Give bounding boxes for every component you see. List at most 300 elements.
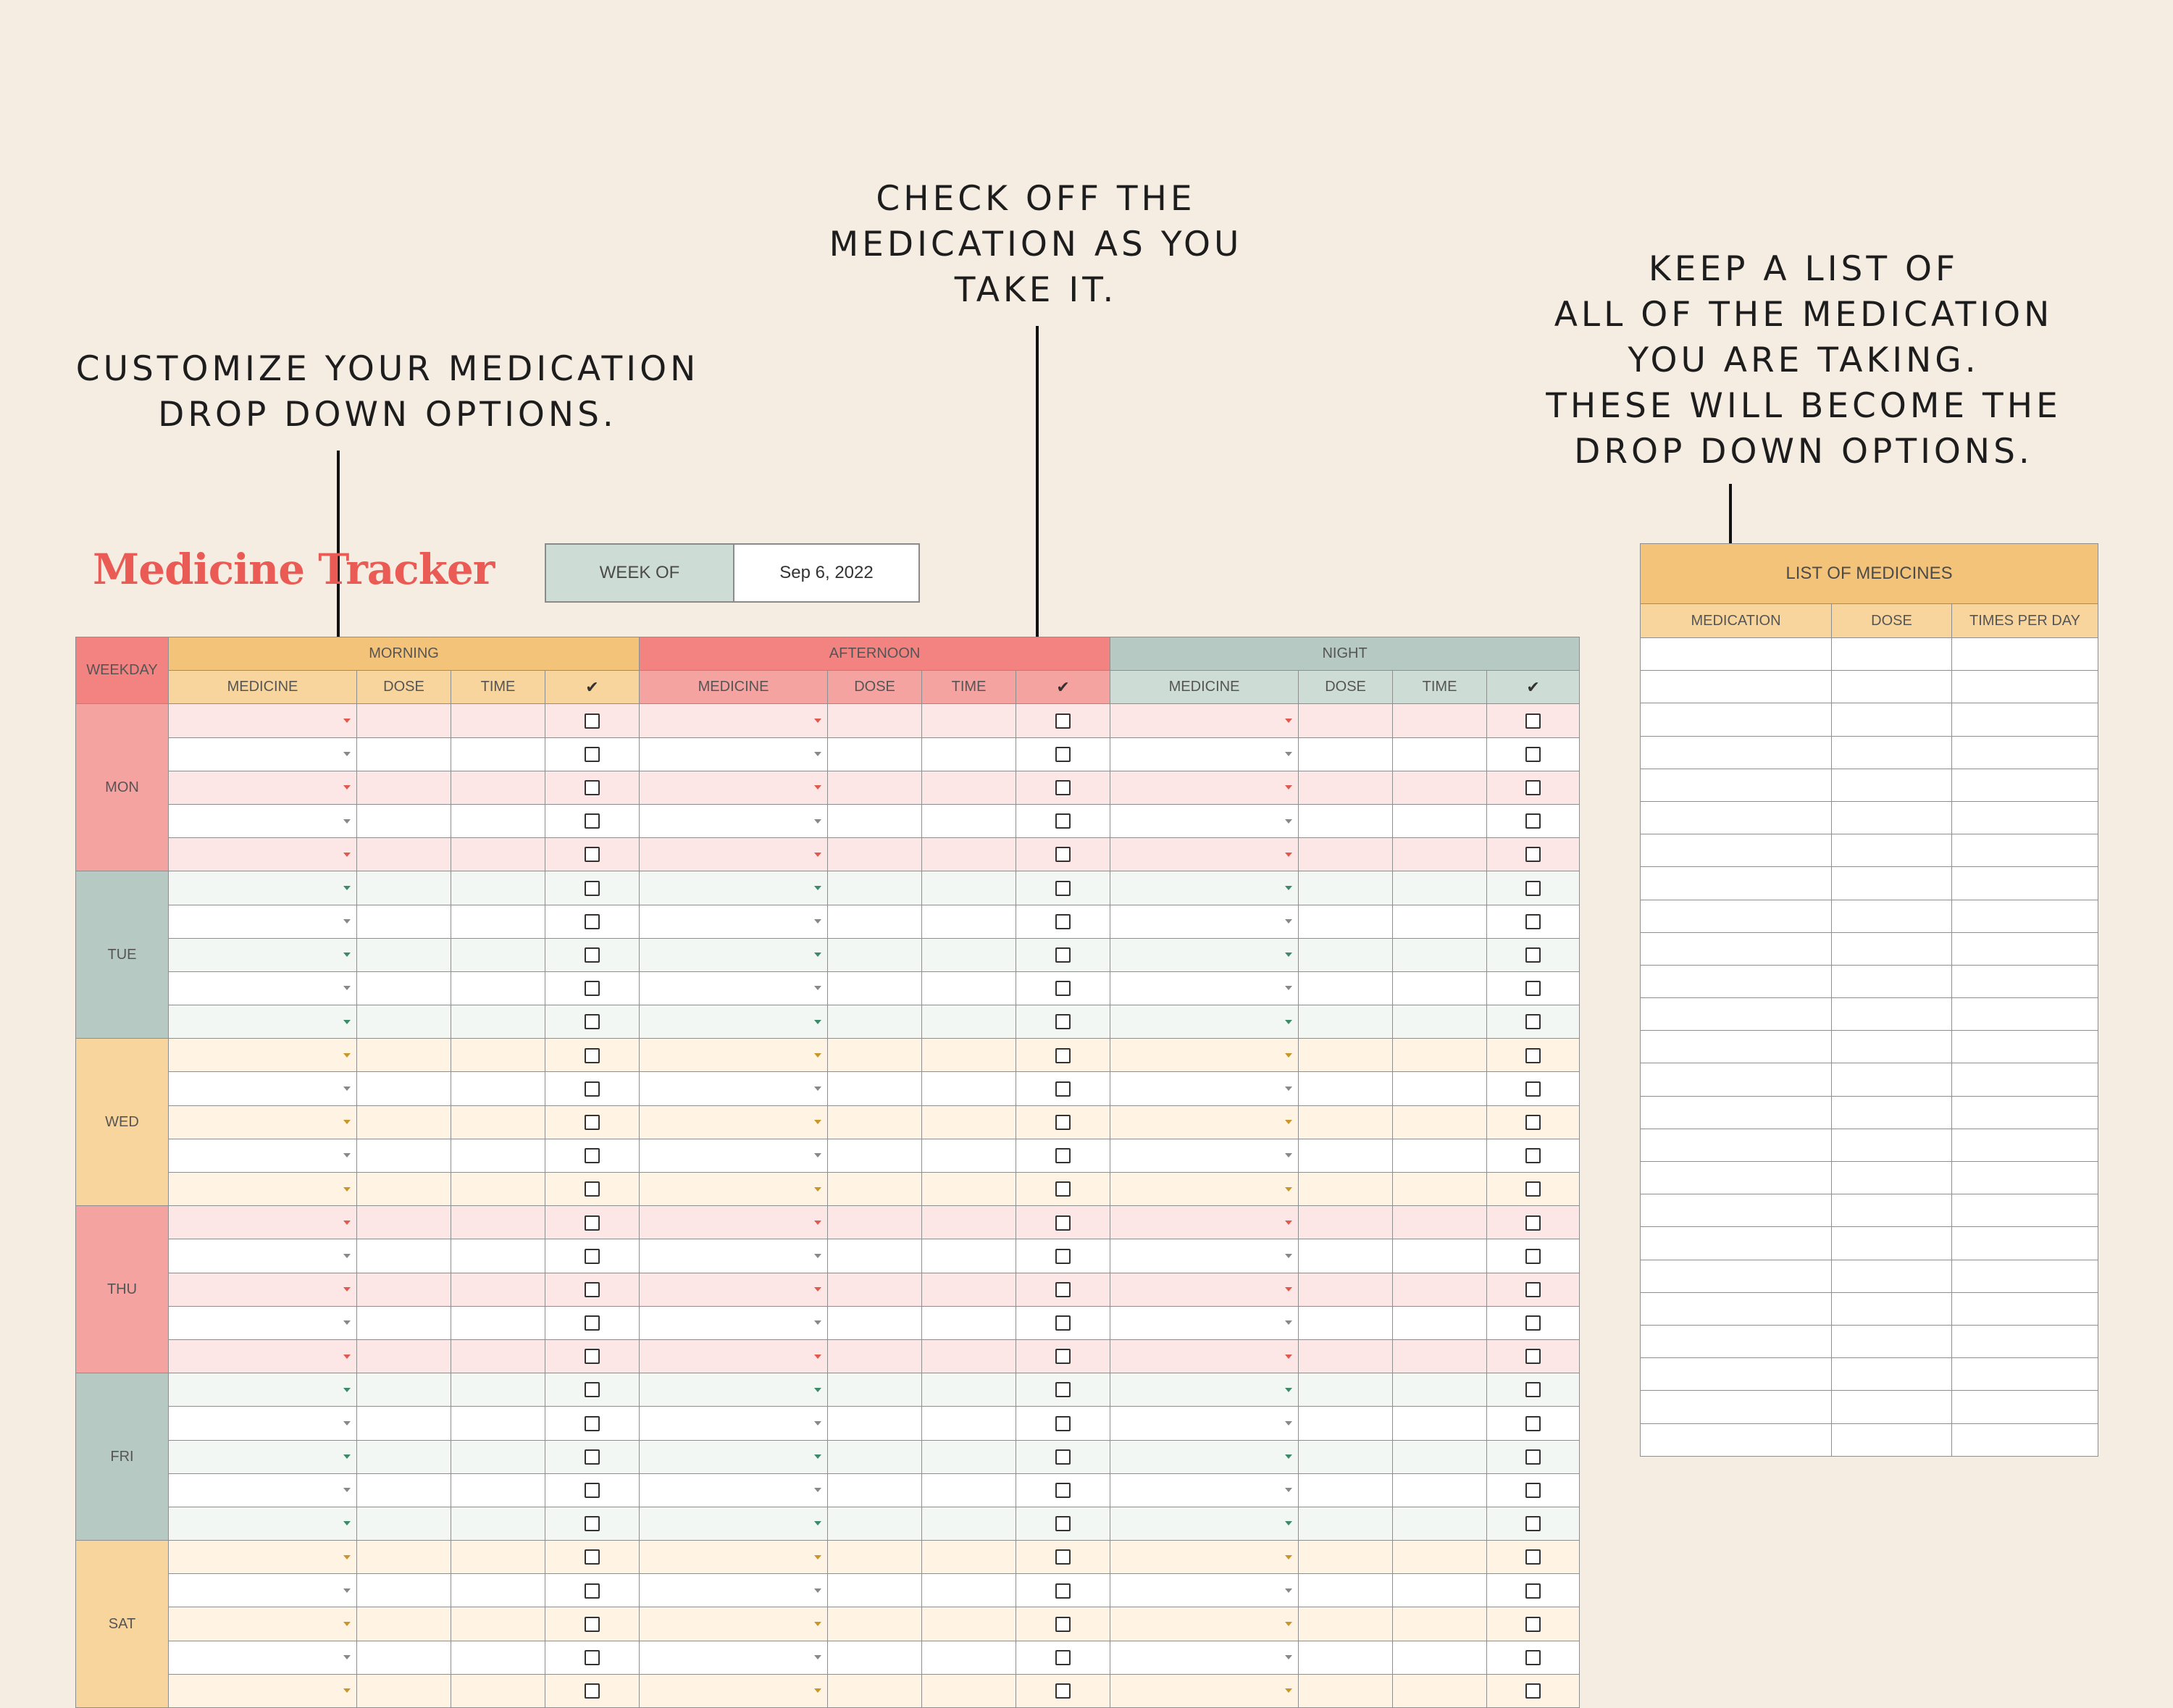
medicine-list-medication-cell[interactable] <box>1641 1358 1832 1391</box>
morning-medicine-dropdown[interactable] <box>169 1072 357 1105</box>
afternoon-dose-cell[interactable] <box>828 938 922 971</box>
medicine-list-medication-cell[interactable] <box>1641 867 1832 900</box>
night-time-cell[interactable] <box>1393 1641 1487 1674</box>
morning-dose-cell[interactable] <box>357 704 451 737</box>
taken-checkbox[interactable] <box>1525 1382 1541 1397</box>
morning-medicine-dropdown[interactable] <box>169 1607 357 1641</box>
taken-checkbox[interactable] <box>1525 1315 1541 1331</box>
afternoon-medicine-dropdown[interactable] <box>640 804 828 837</box>
taken-checkbox[interactable] <box>585 1349 600 1364</box>
morning-time-cell[interactable] <box>451 1574 545 1607</box>
night-time-cell[interactable] <box>1393 1239 1487 1273</box>
morning-medicine-dropdown[interactable] <box>169 1306 357 1339</box>
afternoon-medicine-dropdown[interactable] <box>640 1373 828 1407</box>
night-time-cell[interactable] <box>1393 905 1487 938</box>
night-dose-cell[interactable] <box>1299 1607 1393 1641</box>
medicine-list-medication-cell[interactable] <box>1641 998 1832 1031</box>
taken-checkbox[interactable] <box>1525 1416 1541 1431</box>
medicine-list-medication-cell[interactable] <box>1641 801 1832 834</box>
afternoon-time-cell[interactable] <box>922 1005 1016 1039</box>
taken-checkbox[interactable] <box>1525 1115 1541 1130</box>
morning-time-cell[interactable] <box>451 1440 545 1473</box>
taken-checkbox[interactable] <box>1525 1516 1541 1531</box>
night-medicine-dropdown[interactable] <box>1110 1306 1299 1339</box>
afternoon-medicine-dropdown[interactable] <box>640 1273 828 1306</box>
afternoon-medicine-dropdown[interactable] <box>640 838 828 871</box>
taken-checkbox[interactable] <box>1055 1014 1071 1029</box>
night-time-cell[interactable] <box>1393 737 1487 771</box>
morning-dose-cell[interactable] <box>357 938 451 971</box>
morning-medicine-dropdown[interactable] <box>169 1473 357 1507</box>
medicine-list-medication-cell[interactable] <box>1641 1031 1832 1063</box>
morning-dose-cell[interactable] <box>357 905 451 938</box>
medicine-list-times-per-day-cell[interactable] <box>1952 867 2098 900</box>
night-medicine-dropdown[interactable] <box>1110 1607 1299 1641</box>
afternoon-dose-cell[interactable] <box>828 971 922 1005</box>
afternoon-dose-cell[interactable] <box>828 1206 922 1239</box>
night-dose-cell[interactable] <box>1299 1574 1393 1607</box>
night-medicine-dropdown[interactable] <box>1110 1005 1299 1039</box>
medicine-list-dose-cell[interactable] <box>1832 834 1952 867</box>
medicine-list-medication-cell[interactable] <box>1641 1292 1832 1325</box>
taken-checkbox[interactable] <box>585 747 600 762</box>
afternoon-medicine-dropdown[interactable] <box>640 1239 828 1273</box>
afternoon-dose-cell[interactable] <box>828 771 922 804</box>
medicine-list-medication-cell[interactable] <box>1641 769 1832 801</box>
taken-checkbox[interactable] <box>585 1181 600 1197</box>
taken-checkbox[interactable] <box>1525 1048 1541 1063</box>
night-dose-cell[interactable] <box>1299 1005 1393 1039</box>
morning-time-cell[interactable] <box>451 938 545 971</box>
morning-medicine-dropdown[interactable] <box>169 1674 357 1707</box>
morning-medicine-dropdown[interactable] <box>169 938 357 971</box>
taken-checkbox[interactable] <box>1055 1115 1071 1130</box>
night-time-cell[interactable] <box>1393 1105 1487 1139</box>
afternoon-dose-cell[interactable] <box>828 1473 922 1507</box>
night-medicine-dropdown[interactable] <box>1110 1507 1299 1540</box>
night-medicine-dropdown[interactable] <box>1110 1339 1299 1373</box>
night-dose-cell[interactable] <box>1299 1473 1393 1507</box>
afternoon-time-cell[interactable] <box>922 1173 1016 1206</box>
afternoon-medicine-dropdown[interactable] <box>640 1005 828 1039</box>
taken-checkbox[interactable] <box>585 1148 600 1163</box>
night-medicine-dropdown[interactable] <box>1110 1105 1299 1139</box>
morning-medicine-dropdown[interactable] <box>169 1574 357 1607</box>
taken-checkbox[interactable] <box>585 713 600 729</box>
morning-medicine-dropdown[interactable] <box>169 971 357 1005</box>
taken-checkbox[interactable] <box>1525 1215 1541 1231</box>
morning-dose-cell[interactable] <box>357 804 451 837</box>
night-dose-cell[interactable] <box>1299 1139 1393 1172</box>
afternoon-medicine-dropdown[interactable] <box>640 1139 828 1172</box>
morning-dose-cell[interactable] <box>357 838 451 871</box>
night-medicine-dropdown[interactable] <box>1110 737 1299 771</box>
night-time-cell[interactable] <box>1393 1440 1487 1473</box>
afternoon-time-cell[interactable] <box>922 838 1016 871</box>
medicine-list-times-per-day-cell[interactable] <box>1952 1162 2098 1194</box>
morning-time-cell[interactable] <box>451 905 545 938</box>
medicine-list-medication-cell[interactable] <box>1641 932 1832 965</box>
taken-checkbox[interactable] <box>585 1416 600 1431</box>
afternoon-time-cell[interactable] <box>922 1273 1016 1306</box>
night-dose-cell[interactable] <box>1299 1373 1393 1407</box>
taken-checkbox[interactable] <box>1055 1449 1071 1465</box>
taken-checkbox[interactable] <box>1525 713 1541 729</box>
night-dose-cell[interactable] <box>1299 1239 1393 1273</box>
afternoon-time-cell[interactable] <box>922 1206 1016 1239</box>
morning-medicine-dropdown[interactable] <box>169 871 357 905</box>
night-medicine-dropdown[interactable] <box>1110 1440 1299 1473</box>
morning-medicine-dropdown[interactable] <box>169 704 357 737</box>
night-time-cell[interactable] <box>1393 1072 1487 1105</box>
morning-dose-cell[interactable] <box>357 737 451 771</box>
morning-dose-cell[interactable] <box>357 971 451 1005</box>
night-medicine-dropdown[interactable] <box>1110 938 1299 971</box>
night-dose-cell[interactable] <box>1299 1674 1393 1707</box>
taken-checkbox[interactable] <box>585 1483 600 1498</box>
night-dose-cell[interactable] <box>1299 1306 1393 1339</box>
afternoon-medicine-dropdown[interactable] <box>640 771 828 804</box>
night-time-cell[interactable] <box>1393 1139 1487 1172</box>
night-medicine-dropdown[interactable] <box>1110 871 1299 905</box>
medicine-list-dose-cell[interactable] <box>1832 998 1952 1031</box>
night-medicine-dropdown[interactable] <box>1110 1173 1299 1206</box>
night-dose-cell[interactable] <box>1299 1105 1393 1139</box>
medicine-list-dose-cell[interactable] <box>1832 1096 1952 1129</box>
afternoon-medicine-dropdown[interactable] <box>640 1674 828 1707</box>
morning-time-cell[interactable] <box>451 1373 545 1407</box>
taken-checkbox[interactable] <box>585 947 600 963</box>
night-medicine-dropdown[interactable] <box>1110 1641 1299 1674</box>
medicine-list-dose-cell[interactable] <box>1832 1063 1952 1096</box>
night-dose-cell[interactable] <box>1299 737 1393 771</box>
morning-dose-cell[interactable] <box>357 1574 451 1607</box>
morning-dose-cell[interactable] <box>357 871 451 905</box>
morning-dose-cell[interactable] <box>357 1541 451 1574</box>
afternoon-dose-cell[interactable] <box>828 905 922 938</box>
taken-checkbox[interactable] <box>1055 1416 1071 1431</box>
taken-checkbox[interactable] <box>585 1215 600 1231</box>
night-medicine-dropdown[interactable] <box>1110 1273 1299 1306</box>
medicine-list-times-per-day-cell[interactable] <box>1952 1063 2098 1096</box>
taken-checkbox[interactable] <box>1525 1583 1541 1599</box>
morning-medicine-dropdown[interactable] <box>169 1541 357 1574</box>
taken-checkbox[interactable] <box>1055 1315 1071 1331</box>
night-time-cell[interactable] <box>1393 1541 1487 1574</box>
taken-checkbox[interactable] <box>585 1516 600 1531</box>
taken-checkbox[interactable] <box>585 1014 600 1029</box>
taken-checkbox[interactable] <box>585 1583 600 1599</box>
night-time-cell[interactable] <box>1393 771 1487 804</box>
taken-checkbox[interactable] <box>1525 1449 1541 1465</box>
morning-dose-cell[interactable] <box>357 1206 451 1239</box>
taken-checkbox[interactable] <box>585 1650 600 1665</box>
medicine-list-medication-cell[interactable] <box>1641 1227 1832 1260</box>
taken-checkbox[interactable] <box>1055 1583 1071 1599</box>
medicine-list-times-per-day-cell[interactable] <box>1952 801 2098 834</box>
night-dose-cell[interactable] <box>1299 871 1393 905</box>
morning-medicine-dropdown[interactable] <box>169 1273 357 1306</box>
afternoon-time-cell[interactable] <box>922 1039 1016 1072</box>
medicine-list-times-per-day-cell[interactable] <box>1952 1194 2098 1227</box>
medicine-list-times-per-day-cell[interactable] <box>1952 638 2098 671</box>
night-dose-cell[interactable] <box>1299 1507 1393 1540</box>
medicine-list-times-per-day-cell[interactable] <box>1952 671 2098 703</box>
night-medicine-dropdown[interactable] <box>1110 1473 1299 1507</box>
afternoon-time-cell[interactable] <box>922 1139 1016 1172</box>
afternoon-dose-cell[interactable] <box>828 1507 922 1540</box>
morning-medicine-dropdown[interactable] <box>169 1373 357 1407</box>
taken-checkbox[interactable] <box>585 881 600 896</box>
night-time-cell[interactable] <box>1393 1005 1487 1039</box>
afternoon-dose-cell[interactable] <box>828 1440 922 1473</box>
afternoon-medicine-dropdown[interactable] <box>640 1473 828 1507</box>
taken-checkbox[interactable] <box>1055 1516 1071 1531</box>
afternoon-time-cell[interactable] <box>922 1339 1016 1373</box>
taken-checkbox[interactable] <box>1055 1215 1071 1231</box>
afternoon-time-cell[interactable] <box>922 804 1016 837</box>
night-dose-cell[interactable] <box>1299 1039 1393 1072</box>
afternoon-dose-cell[interactable] <box>828 1306 922 1339</box>
taken-checkbox[interactable] <box>1525 947 1541 963</box>
medicine-list-dose-cell[interactable] <box>1832 965 1952 997</box>
night-time-cell[interactable] <box>1393 804 1487 837</box>
taken-checkbox[interactable] <box>1525 847 1541 862</box>
afternoon-time-cell[interactable] <box>922 1607 1016 1641</box>
night-dose-cell[interactable] <box>1299 1206 1393 1239</box>
taken-checkbox[interactable] <box>1525 1181 1541 1197</box>
night-medicine-dropdown[interactable] <box>1110 1206 1299 1239</box>
night-dose-cell[interactable] <box>1299 1440 1393 1473</box>
afternoon-time-cell[interactable] <box>922 1072 1016 1105</box>
taken-checkbox[interactable] <box>1525 1081 1541 1097</box>
afternoon-medicine-dropdown[interactable] <box>640 1641 828 1674</box>
medicine-list-medication-cell[interactable] <box>1641 703 1832 736</box>
afternoon-time-cell[interactable] <box>922 1507 1016 1540</box>
medicine-list-dose-cell[interactable] <box>1832 801 1952 834</box>
taken-checkbox[interactable] <box>1055 847 1071 862</box>
afternoon-time-cell[interactable] <box>922 1306 1016 1339</box>
morning-medicine-dropdown[interactable] <box>169 1507 357 1540</box>
afternoon-medicine-dropdown[interactable] <box>640 871 828 905</box>
afternoon-dose-cell[interactable] <box>828 1574 922 1607</box>
night-time-cell[interactable] <box>1393 1173 1487 1206</box>
taken-checkbox[interactable] <box>1055 914 1071 929</box>
night-time-cell[interactable] <box>1393 1339 1487 1373</box>
night-dose-cell[interactable] <box>1299 971 1393 1005</box>
morning-dose-cell[interactable] <box>357 1072 451 1105</box>
taken-checkbox[interactable] <box>1525 1249 1541 1264</box>
medicine-list-times-per-day-cell[interactable] <box>1952 1227 2098 1260</box>
night-time-cell[interactable] <box>1393 1306 1487 1339</box>
medicine-list-times-per-day-cell[interactable] <box>1952 736 2098 769</box>
night-medicine-dropdown[interactable] <box>1110 1373 1299 1407</box>
night-medicine-dropdown[interactable] <box>1110 1072 1299 1105</box>
afternoon-medicine-dropdown[interactable] <box>640 1440 828 1473</box>
afternoon-medicine-dropdown[interactable] <box>640 1574 828 1607</box>
afternoon-medicine-dropdown[interactable] <box>640 1306 828 1339</box>
medicine-list-times-per-day-cell[interactable] <box>1952 1031 2098 1063</box>
medicine-list-times-per-day-cell[interactable] <box>1952 1129 2098 1161</box>
taken-checkbox[interactable] <box>585 1315 600 1331</box>
morning-time-cell[interactable] <box>451 1674 545 1707</box>
medicine-list-medication-cell[interactable] <box>1641 736 1832 769</box>
taken-checkbox[interactable] <box>585 1081 600 1097</box>
morning-dose-cell[interactable] <box>357 1139 451 1172</box>
night-dose-cell[interactable] <box>1299 1072 1393 1105</box>
afternoon-medicine-dropdown[interactable] <box>640 971 828 1005</box>
taken-checkbox[interactable] <box>1055 1382 1071 1397</box>
medicine-list-medication-cell[interactable] <box>1641 1391 1832 1423</box>
morning-medicine-dropdown[interactable] <box>169 1206 357 1239</box>
night-medicine-dropdown[interactable] <box>1110 838 1299 871</box>
night-medicine-dropdown[interactable] <box>1110 1039 1299 1072</box>
morning-time-cell[interactable] <box>451 1507 545 1540</box>
morning-medicine-dropdown[interactable] <box>169 737 357 771</box>
taken-checkbox[interactable] <box>1525 1683 1541 1699</box>
afternoon-medicine-dropdown[interactable] <box>640 737 828 771</box>
medicine-list-dose-cell[interactable] <box>1832 867 1952 900</box>
night-time-cell[interactable] <box>1393 871 1487 905</box>
afternoon-dose-cell[interactable] <box>828 838 922 871</box>
medicine-list-dose-cell[interactable] <box>1832 1227 1952 1260</box>
morning-time-cell[interactable] <box>451 1407 545 1440</box>
afternoon-dose-cell[interactable] <box>828 1674 922 1707</box>
afternoon-dose-cell[interactable] <box>828 1039 922 1072</box>
week-of-date-input[interactable]: Sep 6, 2022 <box>734 545 918 601</box>
morning-time-cell[interactable] <box>451 1005 545 1039</box>
afternoon-dose-cell[interactable] <box>828 804 922 837</box>
night-dose-cell[interactable] <box>1299 1273 1393 1306</box>
taken-checkbox[interactable] <box>1525 914 1541 929</box>
morning-dose-cell[interactable] <box>357 1105 451 1139</box>
night-dose-cell[interactable] <box>1299 771 1393 804</box>
afternoon-dose-cell[interactable] <box>828 1373 922 1407</box>
afternoon-dose-cell[interactable] <box>828 704 922 737</box>
medicine-list-medication-cell[interactable] <box>1641 965 1832 997</box>
night-dose-cell[interactable] <box>1299 1339 1393 1373</box>
medicine-list-times-per-day-cell[interactable] <box>1952 1391 2098 1423</box>
night-dose-cell[interactable] <box>1299 905 1393 938</box>
taken-checkbox[interactable] <box>1055 780 1071 795</box>
morning-time-cell[interactable] <box>451 737 545 771</box>
taken-checkbox[interactable] <box>585 1382 600 1397</box>
medicine-list-dose-cell[interactable] <box>1832 1391 1952 1423</box>
morning-time-cell[interactable] <box>451 1306 545 1339</box>
taken-checkbox[interactable] <box>1525 1349 1541 1364</box>
taken-checkbox[interactable] <box>585 1549 600 1565</box>
morning-time-cell[interactable] <box>451 1473 545 1507</box>
medicine-list-medication-cell[interactable] <box>1641 671 1832 703</box>
taken-checkbox[interactable] <box>1055 747 1071 762</box>
afternoon-dose-cell[interactable] <box>828 1005 922 1039</box>
night-time-cell[interactable] <box>1393 1206 1487 1239</box>
night-time-cell[interactable] <box>1393 1039 1487 1072</box>
night-dose-cell[interactable] <box>1299 1641 1393 1674</box>
afternoon-medicine-dropdown[interactable] <box>640 1607 828 1641</box>
medicine-list-medication-cell[interactable] <box>1641 1325 1832 1357</box>
taken-checkbox[interactable] <box>1055 981 1071 996</box>
morning-dose-cell[interactable] <box>357 1339 451 1373</box>
taken-checkbox[interactable] <box>1525 1650 1541 1665</box>
morning-time-cell[interactable] <box>451 971 545 1005</box>
taken-checkbox[interactable] <box>1525 1014 1541 1029</box>
morning-medicine-dropdown[interactable] <box>169 771 357 804</box>
night-time-cell[interactable] <box>1393 938 1487 971</box>
medicine-list-medication-cell[interactable] <box>1641 1423 1832 1456</box>
morning-medicine-dropdown[interactable] <box>169 1407 357 1440</box>
afternoon-time-cell[interactable] <box>922 1239 1016 1273</box>
afternoon-time-cell[interactable] <box>922 971 1016 1005</box>
afternoon-medicine-dropdown[interactable] <box>640 1339 828 1373</box>
taken-checkbox[interactable] <box>1525 881 1541 896</box>
night-time-cell[interactable] <box>1393 1273 1487 1306</box>
afternoon-dose-cell[interactable] <box>828 1173 922 1206</box>
afternoon-time-cell[interactable] <box>922 1574 1016 1607</box>
medicine-list-times-per-day-cell[interactable] <box>1952 998 2098 1031</box>
morning-dose-cell[interactable] <box>357 771 451 804</box>
morning-dose-cell[interactable] <box>357 1607 451 1641</box>
morning-dose-cell[interactable] <box>357 1641 451 1674</box>
afternoon-time-cell[interactable] <box>922 737 1016 771</box>
taken-checkbox[interactable] <box>585 847 600 862</box>
morning-dose-cell[interactable] <box>357 1306 451 1339</box>
morning-medicine-dropdown[interactable] <box>169 1641 357 1674</box>
night-time-cell[interactable] <box>1393 1507 1487 1540</box>
taken-checkbox[interactable] <box>1525 813 1541 829</box>
night-dose-cell[interactable] <box>1299 938 1393 971</box>
afternoon-medicine-dropdown[interactable] <box>640 1105 828 1139</box>
morning-dose-cell[interactable] <box>357 1239 451 1273</box>
night-dose-cell[interactable] <box>1299 1541 1393 1574</box>
afternoon-medicine-dropdown[interactable] <box>640 1206 828 1239</box>
morning-time-cell[interactable] <box>451 804 545 837</box>
night-time-cell[interactable] <box>1393 1373 1487 1407</box>
morning-dose-cell[interactable] <box>357 1039 451 1072</box>
taken-checkbox[interactable] <box>1525 780 1541 795</box>
taken-checkbox[interactable] <box>585 1449 600 1465</box>
afternoon-dose-cell[interactable] <box>828 1239 922 1273</box>
night-medicine-dropdown[interactable] <box>1110 1541 1299 1574</box>
night-medicine-dropdown[interactable] <box>1110 1674 1299 1707</box>
medicine-list-times-per-day-cell[interactable] <box>1952 900 2098 932</box>
afternoon-dose-cell[interactable] <box>828 1072 922 1105</box>
night-time-cell[interactable] <box>1393 704 1487 737</box>
morning-time-cell[interactable] <box>451 704 545 737</box>
medicine-list-times-per-day-cell[interactable] <box>1952 1096 2098 1129</box>
afternoon-dose-cell[interactable] <box>828 1273 922 1306</box>
night-medicine-dropdown[interactable] <box>1110 704 1299 737</box>
afternoon-time-cell[interactable] <box>922 1641 1016 1674</box>
medicine-list-medication-cell[interactable] <box>1641 638 1832 671</box>
afternoon-medicine-dropdown[interactable] <box>640 938 828 971</box>
morning-dose-cell[interactable] <box>357 1674 451 1707</box>
morning-dose-cell[interactable] <box>357 1407 451 1440</box>
afternoon-time-cell[interactable] <box>922 1674 1016 1707</box>
afternoon-time-cell[interactable] <box>922 1105 1016 1139</box>
taken-checkbox[interactable] <box>1525 747 1541 762</box>
taken-checkbox[interactable] <box>1055 1483 1071 1498</box>
night-medicine-dropdown[interactable] <box>1110 971 1299 1005</box>
taken-checkbox[interactable] <box>1055 1081 1071 1097</box>
taken-checkbox[interactable] <box>1055 1549 1071 1565</box>
night-time-cell[interactable] <box>1393 1674 1487 1707</box>
medicine-list-dose-cell[interactable] <box>1832 769 1952 801</box>
afternoon-time-cell[interactable] <box>922 1473 1016 1507</box>
morning-medicine-dropdown[interactable] <box>169 1139 357 1172</box>
afternoon-time-cell[interactable] <box>922 1541 1016 1574</box>
morning-time-cell[interactable] <box>451 1239 545 1273</box>
